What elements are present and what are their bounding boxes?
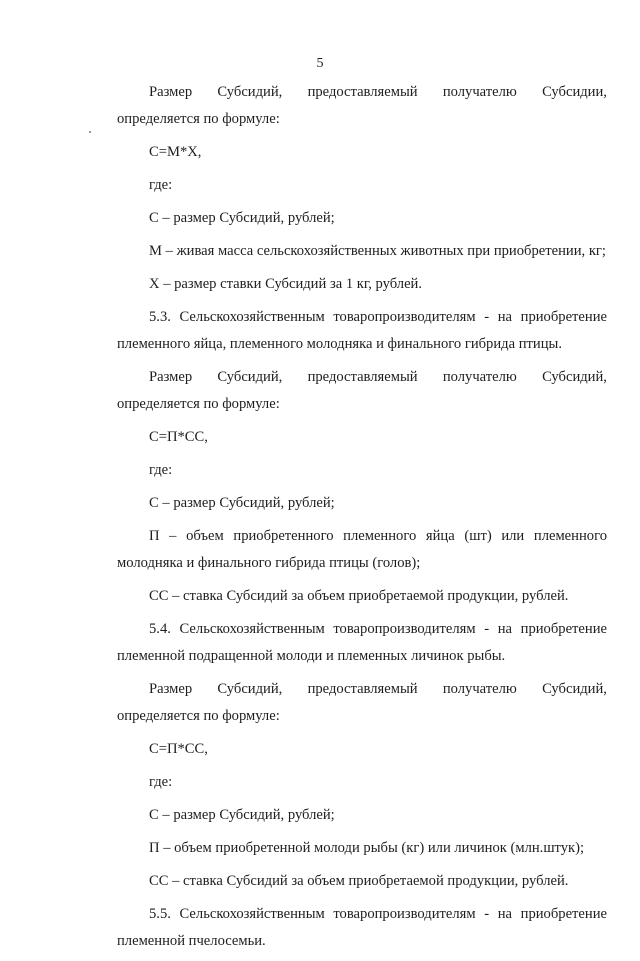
spread-line (117, 79, 607, 106)
word: Субсидий, (217, 84, 283, 100)
paragraph-subsidy-size-intro (117, 79, 607, 139)
paragraph-definition: C – размер Субсидий, рублей; (149, 210, 335, 226)
word: получателю (442, 369, 517, 385)
continuation-line: определяется по формуле: (117, 396, 280, 412)
word: предоставляемый (307, 369, 418, 385)
word: Субсидий, (542, 369, 607, 385)
word: предоставляемый (307, 681, 418, 697)
paragraph-definition: CC – ставка Субсидий за объем приобретаемой продукции, рублей. (149, 873, 569, 889)
paragraph-section-5-4: 5.4. Сельскохозяйственным товаропроизводителям - на приобретение племенной подращенной молоди и племенных личинок рыбы. (117, 621, 607, 664)
continuation-line: определяется по формуле: (117, 111, 280, 127)
page-number: 5 (316, 56, 324, 71)
word: Размер (149, 84, 193, 100)
word: Субсидий, (542, 681, 607, 697)
paragraph-where: где: (149, 774, 173, 790)
word: предоставляемый (307, 84, 418, 100)
word: Размер (149, 369, 193, 385)
formula: C=M*X, (149, 144, 202, 160)
formula: C=П*CC, (149, 741, 208, 757)
spread-line (117, 364, 607, 391)
spread-line (117, 676, 607, 703)
paragraph-definition: C – размер Субсидий, рублей; (149, 807, 335, 823)
paragraph-definition: X – размер ставки Субсидий за 1 кг, рублей. (149, 276, 423, 292)
paragraph-definition: П – объем приобретенного племенного яйца (шт) или племенного молодняка и финального гибрида птицы (голов); (117, 528, 607, 571)
document-body (117, 79, 607, 961)
word: Субсидии, (542, 84, 607, 100)
scan-artifact (89, 131, 91, 133)
paragraph-definition: CC – ставка Субсидий за объем приобретаемой продукции, рублей. (149, 588, 569, 604)
word: Субсидий, (217, 369, 283, 385)
paragraph-subsidy-size-intro (117, 364, 607, 424)
paragraph-subsidy-size-intro (117, 676, 607, 736)
word: получателю (442, 681, 517, 697)
word: Субсидий, (217, 681, 283, 697)
paragraph-section-5-5: 5.5. Сельскохозяйственным товаропроизводителям - на приобретение племенной пчелосемьи. (117, 906, 607, 949)
paragraph-definition: C – размер Субсидий, рублей; (149, 495, 335, 511)
paragraph-definition: M – живая масса сельскохозяйственных животных при приобретении, кг; (149, 243, 606, 259)
formula: C=П*CC, (149, 429, 208, 445)
paragraph-section-5-3: 5.3. Сельскохозяйственным товаропроизводителям - на приобретение племенного яйца, племенного молодняка и финального гибрида птицы. (117, 309, 607, 352)
continuation-line: определяется по формуле: (117, 708, 280, 724)
paragraph-definition: П – объем приобретенной молоди рыбы (кг) или личинок (млн.штук); (149, 840, 585, 856)
paragraph-where: где: (149, 462, 173, 478)
word: Размер (149, 681, 193, 697)
word: получателю (442, 84, 517, 100)
paragraph-where: где: (149, 177, 173, 193)
